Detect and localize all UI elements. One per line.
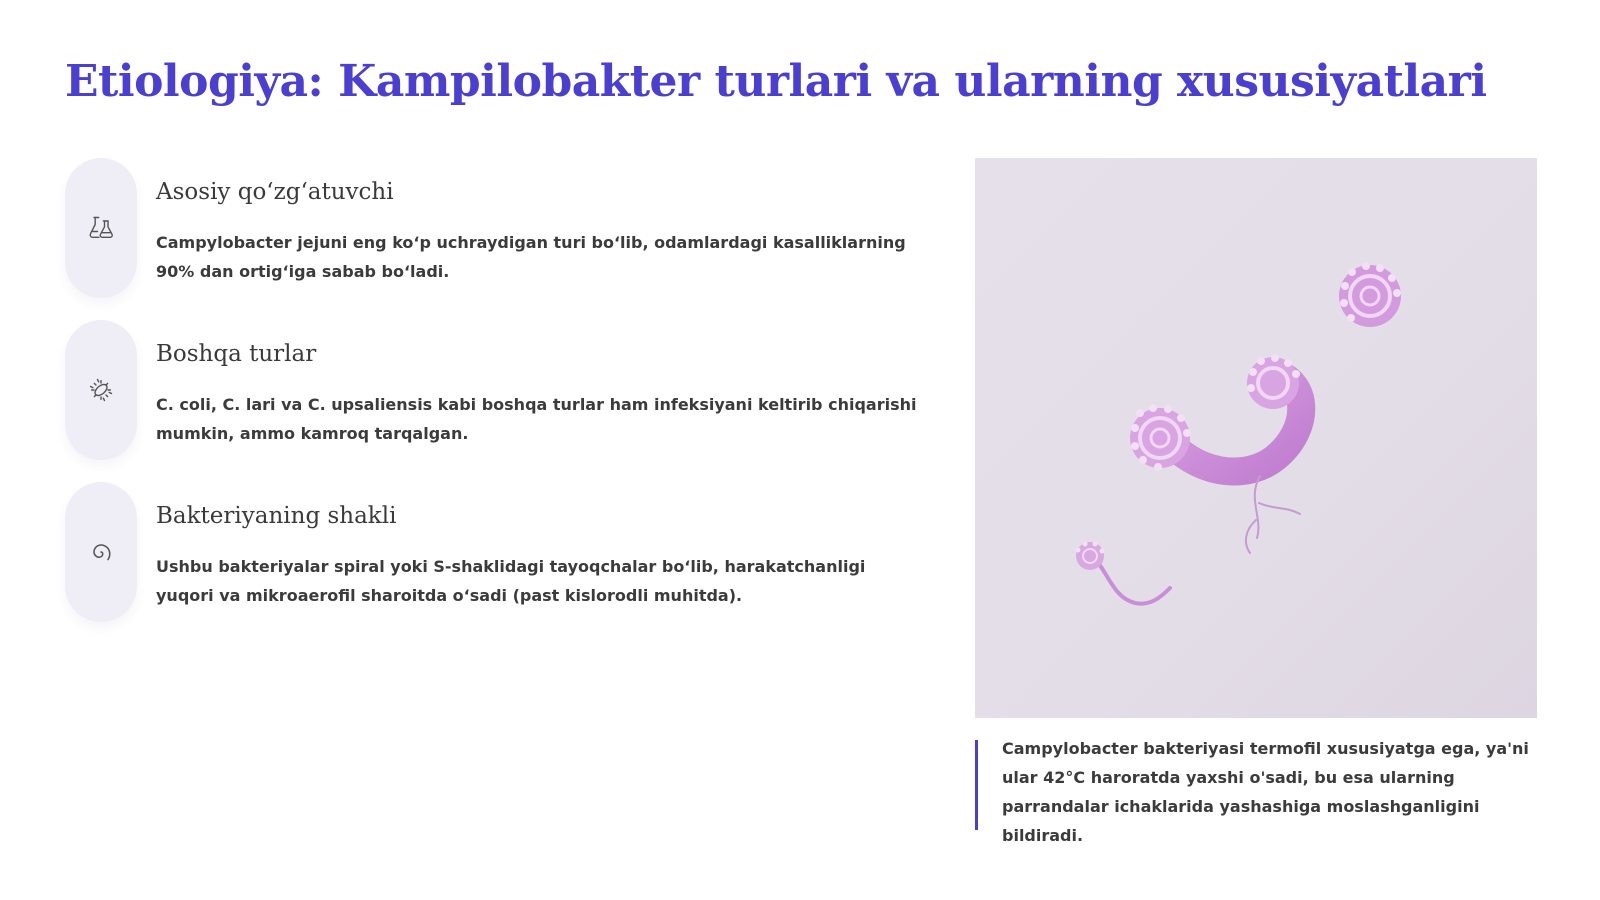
slide-title: Etiologiya: Kampilobakter turlari va ularning xususiyatlari: [65, 56, 1487, 107]
feature-icon-container: [65, 482, 137, 622]
feature-title: Bakteriyaning shakli: [156, 503, 397, 529]
feature-main-pathogen: [65, 158, 925, 298]
feature-title: Asosiy qo‘zg‘atuvchi: [156, 179, 394, 205]
feature-text: Ushbu bakteriyalar spiral yoki S-shaklidagi tayoqchalar bo‘lib, harakatchanligi yuqori va mikroaerofil sharoitda o‘sadi (past kislorodli muhitda).: [156, 557, 866, 605]
thermophile-note: [975, 739, 1537, 845]
feature-text: Campylobacter jejuni eng ko‘p uchraydigan turi bo‘lib, odamlardagi kasalliklarning 90% dan ortig‘iga sabab bo‘ladi.: [156, 233, 906, 281]
feature-icon-container: [65, 158, 137, 298]
feature-icon-container: [65, 320, 137, 460]
note-text: Campylobacter bakteriyasi termofil xususiyatga ega, ya'ni ular 42°C haroratda yaxshi o'sadi, bu esa ularning parrandalar ichaklarida yashashiga moslashganligini bildiradi.: [1002, 739, 1529, 845]
feature-title: Boshqa turlar: [156, 341, 317, 367]
bacteria-illustration-graphic: [975, 158, 1537, 718]
bacteria-icon: [87, 376, 115, 404]
bacteria-illustration: [975, 158, 1537, 718]
feature-other-species: [65, 320, 925, 460]
feature-text: C. coli, C. lari va C. upsaliensis kabi boshqa turlar ham infeksiyani keltirib chiqarishi mumkin, ammo kamroq tarqalgan.: [156, 395, 917, 443]
spiral-icon: [87, 538, 115, 566]
feature-bacteria-shape: [65, 482, 925, 622]
flask-icon: [87, 214, 115, 242]
